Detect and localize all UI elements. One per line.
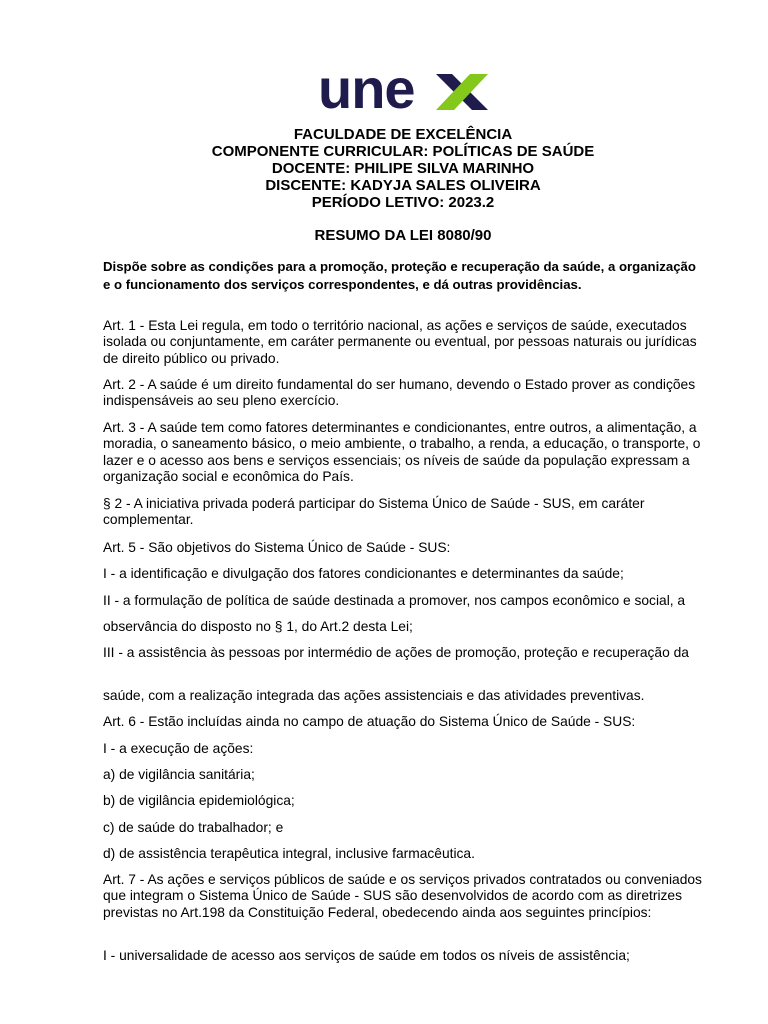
paragraph-art-6-item-a: a) de vigilância sanitária; (103, 767, 255, 782)
paragraph-art-5-item-1: I - a identificação e divulgação dos fatores condicionantes e determinantes da saúde; (103, 566, 624, 581)
paragraph-art-7-item-1: I - universalidade de acesso aos serviços de saúde em todos os níveis de assistência; (103, 948, 630, 963)
paragraph-art-6-item-1: I - a execução de ações: (103, 741, 254, 756)
paragraph-art-5: Art. 5 - São objetivos do Sistema Único de Saúde - SUS: (103, 540, 451, 555)
header-line-teacher: DOCENTE: PHILIPE SILVA MARINHO (271, 160, 535, 177)
paragraph-art-6-item-b: b) de vigilância epidemiológica; (103, 793, 295, 808)
unex-logo (318, 66, 490, 114)
paragraph-art-2: Art. 2 - A saúde é um direito fundamental do ser humano, devendo o Estado prover as condições indispensáveis ao seu pleno exercício. (103, 377, 696, 409)
header-line-student: DISCENTE: KADYJA SALES OLIVEIRA (265, 177, 541, 194)
paragraph-art-5-item-3: III - a assistência às pessoas por intermédio de ações de promoção, proteção e recuperação da (103, 645, 689, 660)
unex-logo-graphic (318, 66, 490, 114)
logo-x-mark (436, 74, 488, 110)
paragraph-art-6-item-c: c) de saúde do trabalhador; e (103, 820, 284, 835)
logo-wordmark-part: une (318, 66, 415, 114)
paragraph-art-7: Art. 7 - As ações e serviços públicos de saúde e os serviços privados contratados ou conveniados que integram o Sistema Único de Saúde - SUS são desenvolvidos de acordo com as diretrizes previstas no Art.198 da Constituição Federal, obedecendo ainda aos seguintes princípios: (103, 872, 702, 920)
paragraph-art-5-item-2-cont: observância do disposto no § 1, do Art.2 desta Lei; (103, 619, 413, 634)
paragraph-art-6: Art. 6 - Estão incluídas ainda no campo de atuação do Sistema Único de Saúde - SUS: (103, 714, 636, 729)
law-summary: Dispõe sobre as condições para a promoção, proteção e recuperação da saúde, a organização e o funcionamento dos serviços correspondentes, e dá outras providências. (103, 259, 696, 292)
paragraph-art-1: Art. 1 - Esta Lei regula, em todo o território nacional, as ações e serviços de saúde, executados isolada ou conjuntamente, em caráter permanente ou eventual, por pessoas naturais ou jurídicas de direito público ou privado. (103, 318, 697, 366)
header-line-institution: FACULDADE DE EXCELÊNCIA (293, 126, 513, 143)
document-title: RESUMO DA LEI 8080/90 (314, 227, 492, 244)
header-line-period: PERÍODO LETIVO: 2023.2 (311, 194, 495, 211)
header-line-course: COMPONENTE CURRICULAR: POLÍTICAS DE SAÚDE (211, 143, 595, 160)
paragraph-art-5-item-3-cont: saúde, com a realização integrada das ações assistenciais e das atividades preventivas. (103, 688, 645, 703)
paragraph-section-2: § 2 - A iniciativa privada poderá participar do Sistema Único de Saúde - SUS, em caráter complementar. (103, 496, 645, 528)
document-header (0, 126, 768, 211)
paragraph-art-5-item-2: II - a formulação de política de saúde destinada a promover, nos campos econômico e social, a (103, 593, 686, 608)
paragraph-art-3: Art. 3 - A saúde tem como fatores determinantes e condicionantes, entre outros, a alimentação, a moradia, o saneamento básico, o meio ambiente, o trabalho, a renda, a educação, o transporte, o lazer e o acesso aos bens e serviços essenciais; os níveis de saúde da população expressam a organização social e econômica do País. (103, 420, 701, 485)
paragraph-art-6-item-d: d) de assistência terapêutica integral, inclusive farmacêutica. (103, 846, 475, 861)
